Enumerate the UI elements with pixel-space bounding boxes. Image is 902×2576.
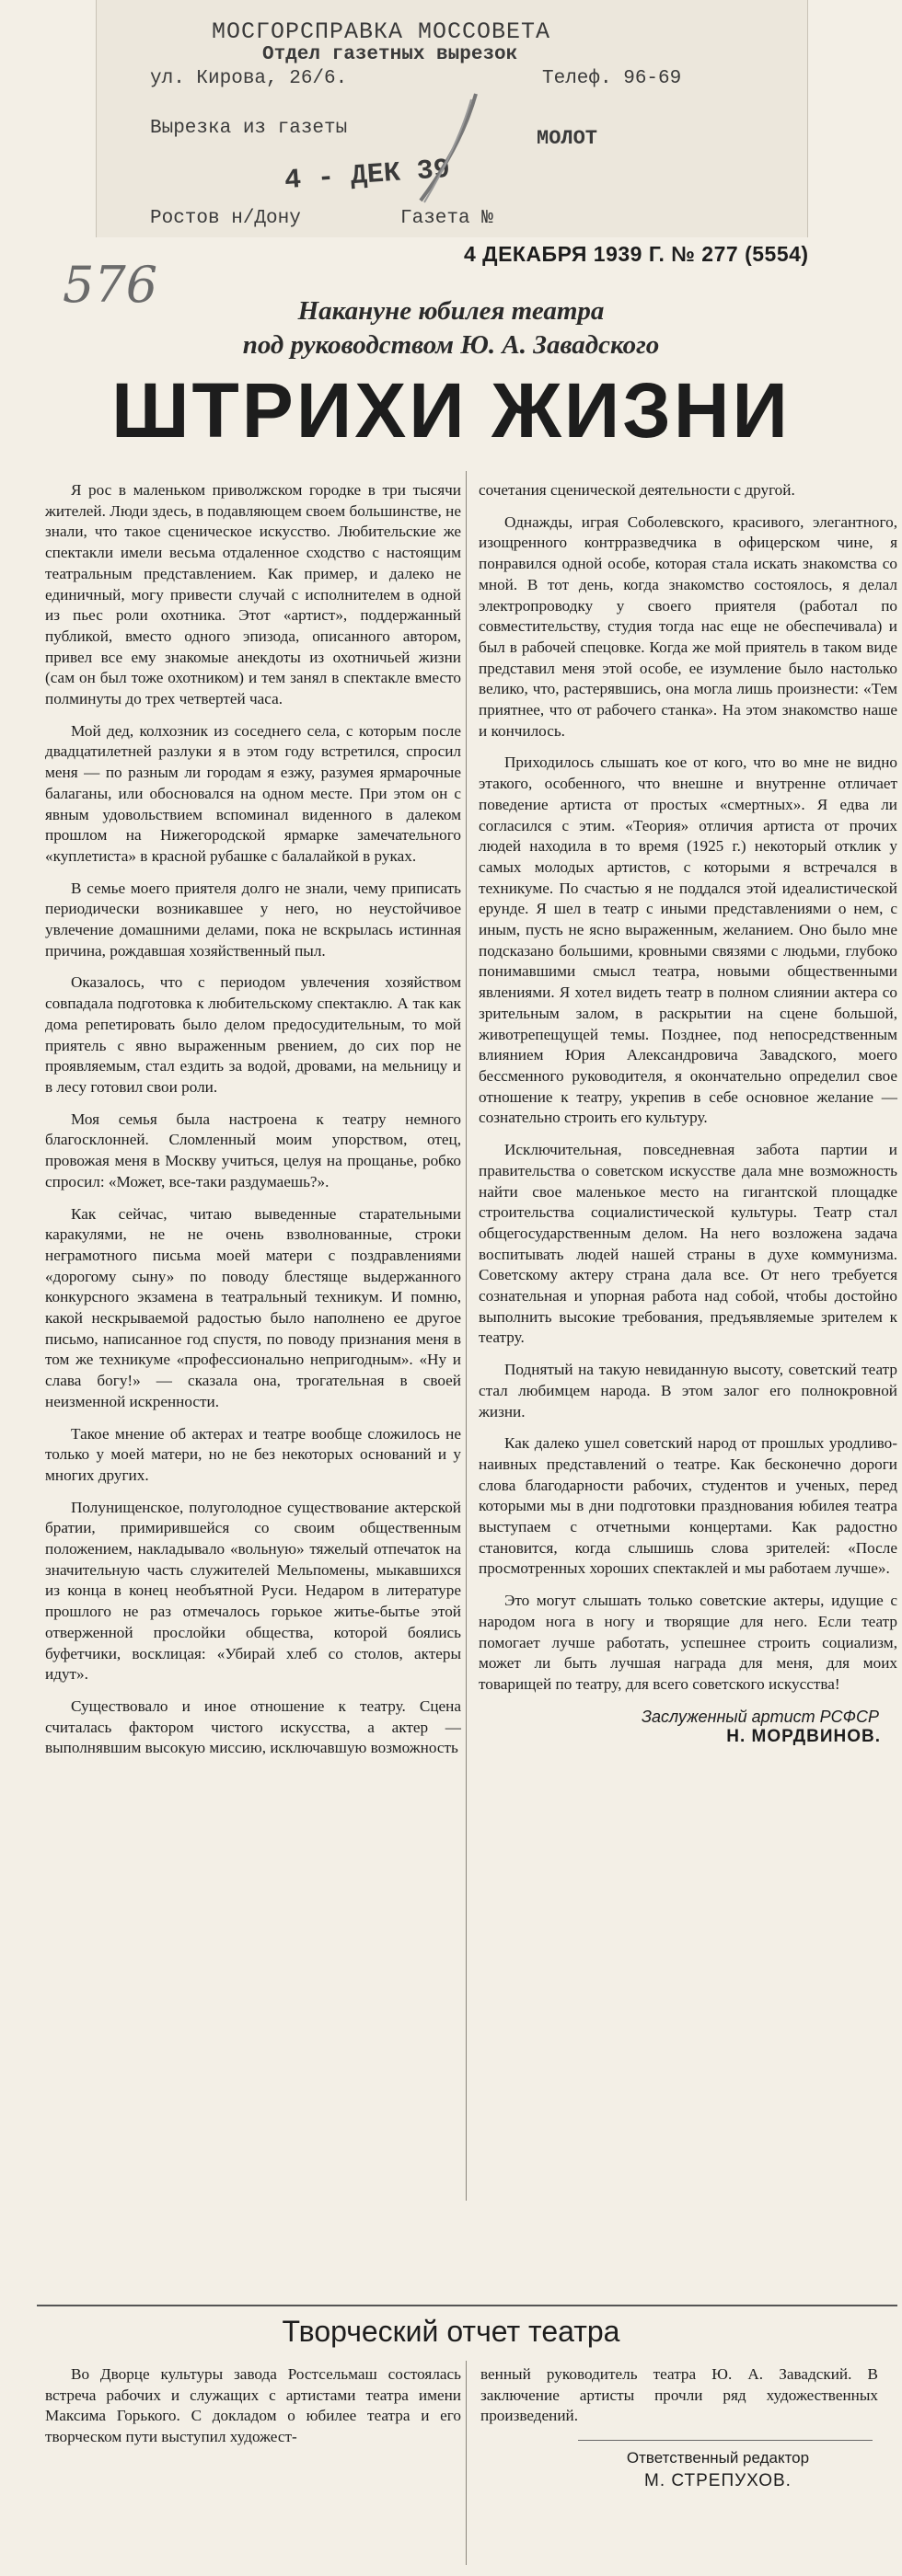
- label-clipping-from: Вырезка из газеты: [150, 118, 348, 139]
- article-paragraph: Такое мнение об актерах и театре вообще сложилось не только у моей матери, но не без некоторых оснований и у многих других.: [45, 1424, 461, 1484]
- label-city: Ростов н/Дону: [150, 208, 301, 229]
- handwritten-number-text: 576: [63, 256, 158, 314]
- article-paragraph: В семье моего приятеля долго не знали, чему приписать периодически возникавшее у него, но неустойчивое увлечение домашними делами, пока не вскрылась истинная причина, рождавшая хозяйственный пыл.: [45, 879, 461, 960]
- signature-title: Заслуженный артист РСФСР: [641, 1707, 879, 1726]
- report-column-right: [480, 2364, 878, 2427]
- article-paragraph: сочетания сценической деятельности с другой.: [479, 481, 795, 499]
- report-subhead: Творческий отчет театра: [282, 2315, 620, 2348]
- report-text-right: венный руководитель театра Ю. А. Завадский. В заключение артисты прочли ряд художественных произведений.: [480, 2365, 878, 2425]
- kicker-line-2: под руководством Ю. А. Завадского: [242, 330, 660, 360]
- article-paragraph: Полунищенское, полуголодное существование актерской братии, примирившейся со своим общественным положением, накладывало «вольную» тяжелый отпечаток на значительную часть служителей Мельпомены, мыкавшихся из конца в конец необъятной Руси. Недаром в литературе прошлого не раз отмечалось горькое житье-бытье этой отверженной прослойки общества, которой боялись буфетчики, восклицая: «Убирай хлеб со столов, актеры идут».: [45, 1498, 461, 1684]
- report-text-left: Во Дворце культуры завода Ростсельмаш состоялась встреча рабочих и служащих с артистами театра имени Максима Горького. С докладом о юбилее театра и его творческом пути выступил художест-: [45, 2365, 461, 2446]
- article-paragraph: Это могут слышать только советские актеры, идущие с народом нога в ногу и творящие для него. Если театр помогает лучше работать, успешнее строить социализм, может ли быть лучшая награда для меня, для моих товарищей по театру, для всего советского искусства!: [479, 1592, 897, 1693]
- signature-name: Н. МОРДВИНОВ.: [726, 1727, 881, 1747]
- section-divider: [37, 2305, 897, 2306]
- article-paragraph: Исключительная, повседневная забота партии и правительства о советском искусстве дала мне возможность найти свое маленькое место на гигантской площадке строительства социалистической культуры. Театр стал общегосударственным делом. На него возложена задача воспитывать людей нашей страны в духе коммунизма. Советскому актеру страна дала все. От него требуется сознательная и упорная работа над собой, чтобы достойно выполнить высокие требования, предъявляемые зрителем к театру.: [479, 1141, 897, 1347]
- clipping-service-label: [96, 0, 808, 237]
- article-paragraph: Однажды, играя Соболевского, красивого, элегантного, изощренного контрразведчика в офицерском чине, я понравился одной особе, которая стала искать знакомства со мной. В тот день, когда знакомство состоялось, я делал электропроводку у своего приятеля (работал по совместительству, студия тогда нас еще не обеспечивала) и был в рабочей спецовке. Когда же мой приятель в таком виде представил меня этой особе, ее изумление было настолько велико, что, растерявшись, она могла лишь произнести: «Тем приятнее, что от рабочего станка». На этом знакомство наше и кончилось.: [479, 512, 897, 740]
- article-paragraph: Поднятый на такую невиданную высоту, советский театр стал любимцем народа. В этом залог его полнокровной жизни.: [479, 1361, 897, 1420]
- label-stamp-date: 4 - ДЕК 39: [283, 154, 451, 198]
- label-paper-number: Газета №: [400, 208, 493, 229]
- article-paragraph: Как сейчас, читаю выведенные старательными каракулями, не не очень взволнованные, строки неграмотного письма моей матери с поздравлениями «дорогому сыну» по поводу блестяще выдержанного конкурсного экзамена в театральный техникум. И помню, какой нескрываемой радостью было наполнено ее другое письмо, написанное год спустя, по поводу признания меня в том же техникуме «профессионально непригодным». «Ну и слава богу!» — сказала она, трогательная в своей неизменной искренности.: [45, 1204, 461, 1410]
- article-paragraph: Я рос в маленьком приволжском городке в три тысячи жителей. Люди здесь, в подавляющем своем большинстве, не знали, что такое сценическое искусство. Любительские же спектакли имели весьма отдаленное сходство с настоящим театральным представлением. Как пример, и далеко не единичный, могу привести случай с исполнителем в одной из пьес роли охотника. Этот «артист», поддержанный публикой, вместо одного эпизода, описанного автором, привел все ему знакомые анекдоты из охотничьей жизни (сам он был тоже охотником) и тем занял в спектакле вместо полминуты до трех четвертей часа.: [45, 481, 461, 708]
- pen-stroke-mark: [200, 90, 596, 237]
- label-phone: Телеф. 96-69: [542, 68, 682, 89]
- label-paper-name: МОЛОТ: [537, 127, 598, 150]
- label-dept: Отдел газетных вырезок: [262, 44, 518, 65]
- label-org: МОСГОРСПРАВКА МОССОВЕТА: [212, 18, 551, 45]
- article-paragraph: Оказалось, что с периодом увлечения хозяйством совпадала подготовка к любительскому спектаклю. А так как дома репетировать было делом предосудительным, то мой приятель с явно выраженным рвением, до сих пор не проявляемым, стал ездить за водой, дровами, на мельницу и в лесу готовил свои роли.: [45, 973, 461, 1096]
- label-address: ул. Кирова, 26/6.: [150, 68, 348, 89]
- article-column-left: [45, 480, 461, 1770]
- editor-divider: [578, 2440, 873, 2441]
- article-paragraph: Моя семья была настроена к театру немного благосклонней. Сломленный моим упорством, отец, провожая меня в Москву учиться, целуя на прощанье, робко спросил: «Может, все-таки раздумаешь?».: [45, 1110, 461, 1190]
- article-paragraph: Существовало и иное отношение к театру. Сцена считалась фактором чистого искусства, а актер — выполнявшим высокую миссию, исключавшую возможность: [45, 1696, 461, 1757]
- article-paragraph: Мой дед, колхозник из соседнего села, с которым после двадцатилетней разлуки я в этом году встретился, спросил меня — по разным ли городам я езжу, разумея ярмарочные балаганы, или обосновался на одном месте. При этом он с явным удовольствием вспоминал виденного в далеком прошлом на Нижегородской ярмарке замечательного «куплетиста» в красной рубашке с балалайкой в руках.: [45, 721, 461, 865]
- article-paragraph: Как далеко ушел советский народ от прошлых уродливо-наивных представлений о театре. Как бесконечно дороги слова благодарности рабочих, студентов и ученых, перед которыми мы в дни подготовки празднования юбилея театра выступаем с отчетными концертами. Как радостно становится, когда слышишь слова зрителей: «После просмотренных хороших спектаклей и мы работаем лучше».: [479, 1434, 897, 1578]
- issue-line: 4 ДЕКАБРЯ 1939 Г. № 277 (5554): [464, 242, 809, 266]
- report-column-left: [45, 2364, 461, 2448]
- editor-title: Ответственный редактор: [626, 2449, 810, 2467]
- article-kicker: [0, 294, 902, 362]
- editor-name: М. СТРЕПУХОВ.: [644, 2471, 792, 2490]
- article-column-right: [479, 480, 897, 1748]
- kicker-line-1: Накануне юбилея театра: [297, 296, 605, 326]
- column-divider: [466, 471, 467, 2201]
- report-column-divider: [466, 2361, 467, 2565]
- article-headline: ШТРИХИ ЖИЗНИ: [111, 367, 791, 454]
- article-paragraph: Приходилось слышать кое от кого, что во мне не видно этакого, особенного, что внешне и внутренне отличает поведение артиста от простых «смертных». Я едва ли согласился с этим. «Теория» отличия артиста от прочих людей находила в то время (1925 г.) некоторый отклик у самых молодых артистов, с которыми я встречался в техникуме. По счастью я не поддался этой идеалистической ерунде. Я шел в театр с иными представлениями о нем, с иным, пусть не ясно выраженным, желанием. Оно было мне подсказано большими, кровными связями с людьми, глубоко понимавшими смысл театра, новыми общественными явлениями. Я хотел видеть театр в полном слиянии актера со зрительным залом, в раскрытии на сцене большой, животрепещущей темы. Позднее, под непосредственным влиянием Юрия Александровича Завадского, моего бессменного руководителя, я окончательно определил свое отношение к театру, укрепив в себе основное желание — сознательно строить его культуру.: [479, 753, 897, 1127]
